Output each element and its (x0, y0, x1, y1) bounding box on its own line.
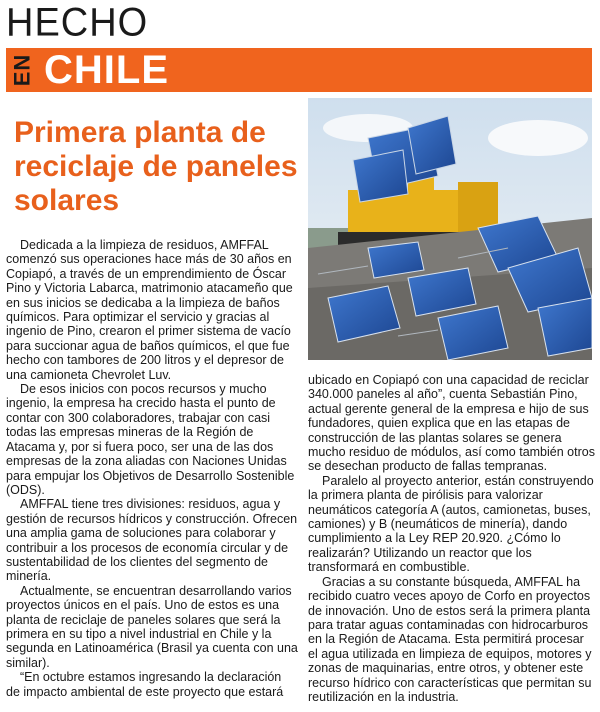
paragraph: Paralelo al proyecto anterior, están construyendo la primera planta de pirólisis para valorizar neumáticos categoría A (autos, camionetas, buses, camiones) y B (neumáticos de minería), dando cumplimiento a la Ley REP 20.920. ¿Cómo lo realizarán? Utilizando un reactor que los transformará en combustible. (308, 473, 594, 575)
masthead-hecho: HECHO (6, 0, 149, 46)
paragraph: Actualmente, se encuentran desarrollando varios proyectos únicos en el país. Uno de estos es una planta de reciclaje de paneles solares que será la primera en su tipo a nivel industrial en Chile y la segunda en Latinoamérica (Brasil ya cuenta con una similar). (6, 583, 298, 670)
paragraph: De esos inicios con pocos recursos y mucho ingenio, la empresa ha crecido hasta el punto de contar con 300 colaboradores, trabajar con casi todas las empresas mineras de la Región de Atacama y, por si fuera poco, ser una de las dos empresas de la zona aliadas con Naciones Unidas para empujar los Objetivos de Desarrollo Sostenible (ODS). (6, 382, 295, 497)
paragraph-continued: ubicado en Copiapó con una capacidad de reciclar 340.000 paneles al año”, cuenta Sebastián Pino, actual gerente general de la empresa e hijo de sus fundadores, quien explica que en las etapas de construcción de las plantas solares se genera mucho residuo de módulos, así como también otros se desechan producto de fallas tempranas. (308, 373, 595, 474)
article-column-right (308, 373, 596, 704)
article-column-left (6, 238, 298, 699)
section-masthead (0, 0, 600, 100)
masthead-chile: CHILE (44, 48, 169, 92)
article-photo (308, 98, 592, 360)
paragraph: “En octubre estamos ingresando la declaración de impacto ambiental de este proyecto que estará (6, 670, 284, 699)
paragraph: AMFFAL tiene tres divisiones: residuos, agua y gestión de recursos hídricos y construcción. Ofrecen una amplia gama de soluciones para colaborar y contribuir a los procesos de economía circular y de sustentabilidad de los clientes del segmento de minería. (6, 497, 298, 584)
masthead-en: EN (9, 53, 34, 87)
paragraph: Dedicada a la limpieza de residuos, AMFFAL comenzó sus operaciones hace más de 30 años en Copiapó, a través de un emprendimiento de Óscar Pino y Victoria Labarca, matrimonio atacameño que en sus inicios se dedicaba a la limpieza de baños químicos. Para optimizar el servicio y gracias al ingenio de Pino, crearon el primer sistema de vacío para succionar agua de baños químicos, el que fue hecho con tambores de 200 litros y el depresor de una camioneta Chevrolet Luv. (6, 238, 293, 382)
article-headline: Primera planta de reciclaje de paneles solares (14, 116, 298, 217)
solar-panel-recycling-image (308, 98, 592, 360)
masthead-en-block (6, 48, 38, 92)
paragraph: Gracias a su constante búsqueda, AMFFAL ha recibido cuatro veces apoyo de Corfo en proyectos de innovación. Uno de estos será la primera planta para tratar aguas contaminadas con hidrocarburos en la Región de Atacama. Esta permitirá procesar el agua utilizada en limpieza de equipos, motores y zonas de maquinarias, entre otros, y obtener este recurso hídrico con características que permitan su reutilización en la industria. (308, 574, 592, 704)
